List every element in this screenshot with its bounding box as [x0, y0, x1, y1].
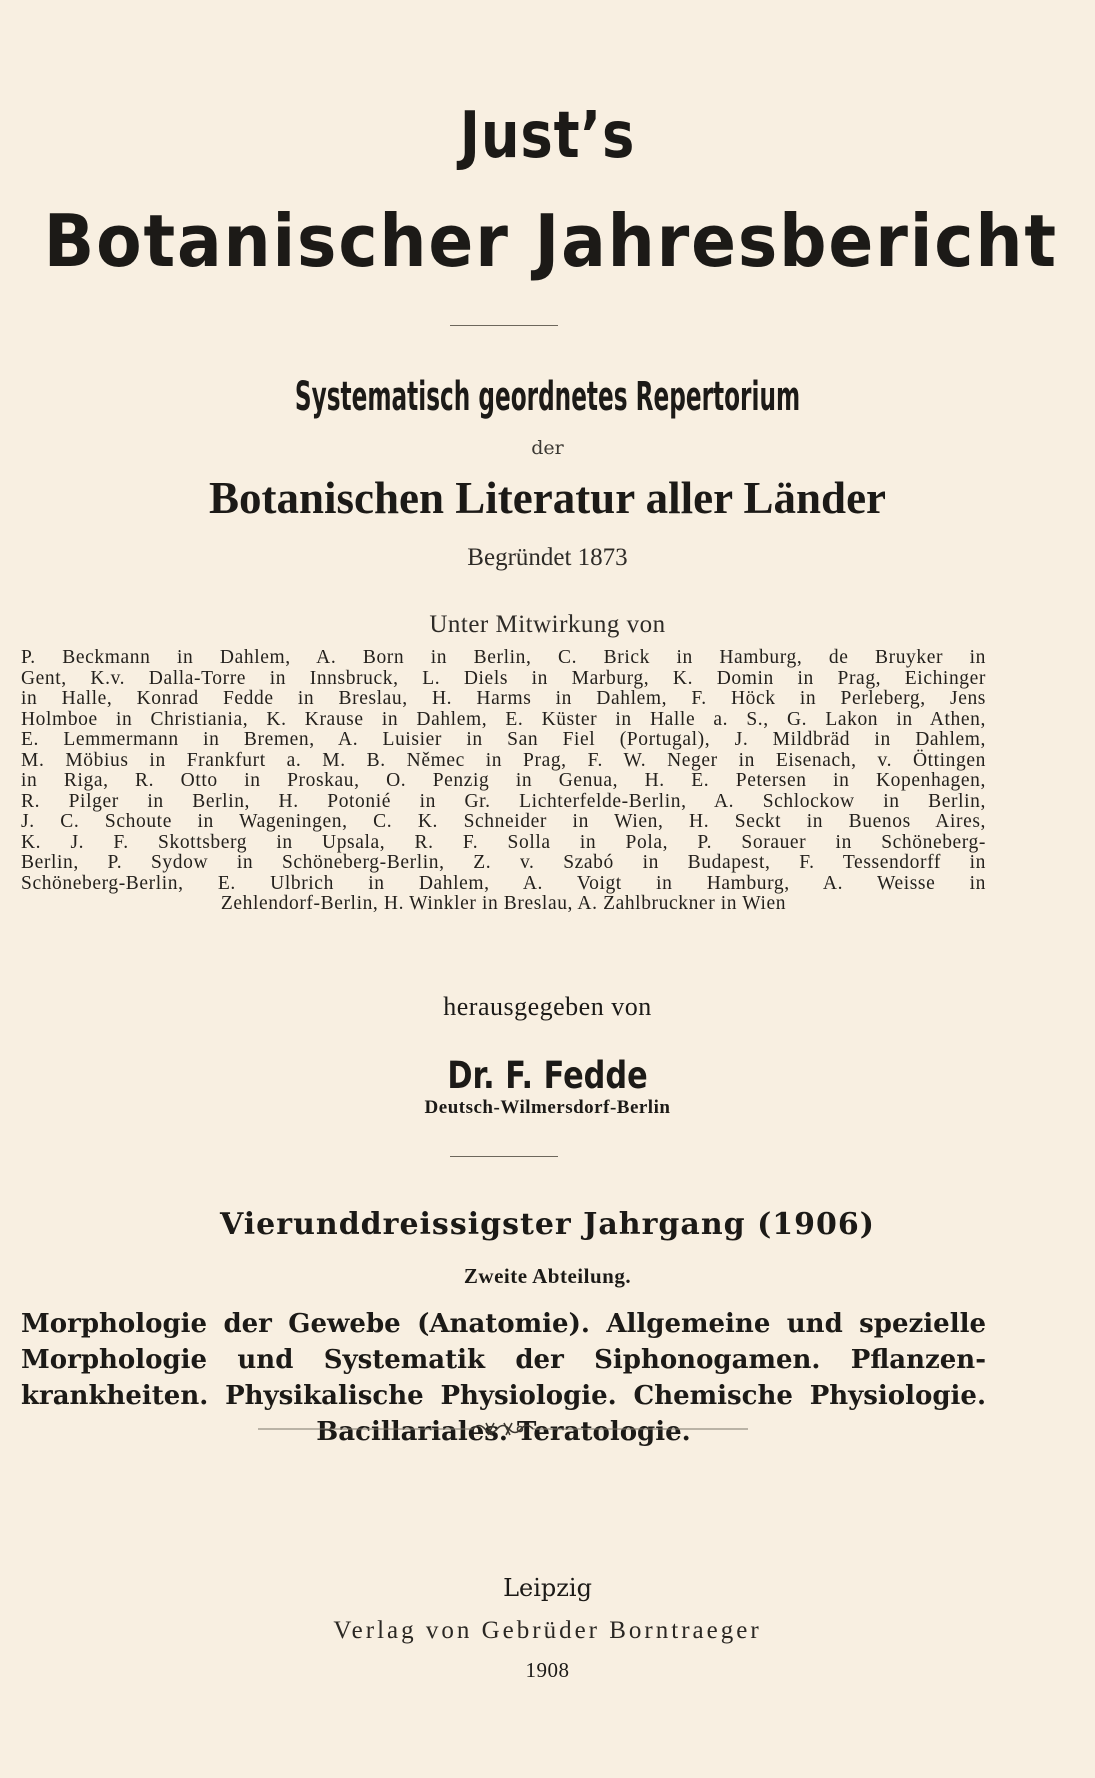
contributors-line: R. Pilger in Berlin, H. Potonié in Gr. Lichterfelde-Berlin, A. Schlockow in Berlin,	[21, 790, 986, 812]
publisher-name: Verlag von Gebrüder Borntraeger	[333, 1617, 762, 1644]
contributors-line: Gent, K.v. Dalla-Torre in Innsbruck, L. Diels in Marburg, K. Domin in Prag, Eichinger	[21, 667, 986, 689]
subtitle-repertorium: Systematisch geordnetes Repertorium	[294, 374, 801, 420]
editor-intro: herausgegeben von	[443, 992, 652, 1021]
volume-jahrgang: Vierunddreissigster Jahrgang (1906)	[220, 1207, 875, 1242]
divider-rule	[450, 325, 558, 326]
title-justs: Just’s	[459, 99, 636, 173]
editor-name: Dr. F. Fedde	[447, 1054, 648, 1097]
contributors-line: J. C. Schoute in Wageningen, C. K. Schneider in Wien, H. Seckt in Buenos Aires,	[21, 811, 986, 832]
contributors-line: K. J. F. Skottsberg in Upsala, R. F. Solla in Pola, P. Sorauer in Schöneberg-	[21, 831, 986, 853]
topics-line: Morphologie der Gewebe (Anatomie). Allgemeine und spezielle	[21, 1309, 986, 1339]
contributors-line: in Riga, R. Otto in Proskau, O. Penzig in Genua, H. E. Petersen in Kopenhagen,	[21, 770, 986, 791]
divider-rule	[450, 1156, 558, 1157]
founded-line: Begründet 1873	[467, 544, 628, 571]
contributors-line: Berlin, P. Sydow in Schöneberg-Berlin, Z. v. Szabó in Budapest, F. Tessendorff in	[21, 852, 986, 873]
contributors-line: in Halle, Konrad Fedde in Breslau, H. Harms in Dahlem, F. Höck in Perleberg, Jens	[21, 688, 986, 709]
contributors-line: E. Lemmermann in Bremen, A. Luisier in San Fiel (Portugal), J. Mildbräd in Dahlem,	[21, 729, 986, 750]
subtitle-literatur: Botanischen Literatur aller Länder	[208, 473, 887, 523]
contributors-line: Zehlendorf-Berlin, H. Winkler in Breslau, A. Zahlbruckner in Wien	[220, 893, 787, 914]
title-botanischer-jahresbericht: Botanischer Jahresbericht	[43, 199, 1058, 283]
subtitle-der: der	[531, 437, 564, 459]
contributors-intro: Unter Mitwirkung von	[429, 611, 666, 638]
topics-line: Morphologie und Systematik der Siphonogamen. Pflanzen-	[21, 1345, 986, 1375]
ornament-divider	[258, 1418, 748, 1440]
volume-abteilung: Zweite Abteilung.	[463, 1264, 632, 1288]
topics-line: krankheiten. Physikalische Physiologie. Chemische Physiologie.	[21, 1381, 986, 1411]
publisher-year: 1908	[525, 1658, 570, 1682]
contributors-line: M. Möbius in Frankfurt a. M. B. Němec in Prag, F. W. Neger in Eisenach, v. Öttingen	[21, 749, 986, 771]
contributors-line: Holmboe in Christiania, K. Krause in Dahlem, E. Küster in Halle a. S., G. Lakon in Athen,	[21, 708, 986, 730]
contributors-line: P. Beckmann in Dahlem, A. Born in Berlin, C. Brick in Hamburg, de Bruyker in	[21, 647, 986, 668]
contributors-line: Schöneberg-Berlin, E. Ulbrich in Dahlem, A. Voigt in Hamburg, A. Weisse in	[21, 872, 986, 894]
editor-place: Deutsch-Wilmersdorf-Berlin	[424, 1097, 671, 1118]
contributors-list	[21, 648, 986, 915]
topics-line: Bacillariales. Teratologie.	[316, 1417, 691, 1447]
publisher-city: Leipzig	[503, 1574, 592, 1602]
